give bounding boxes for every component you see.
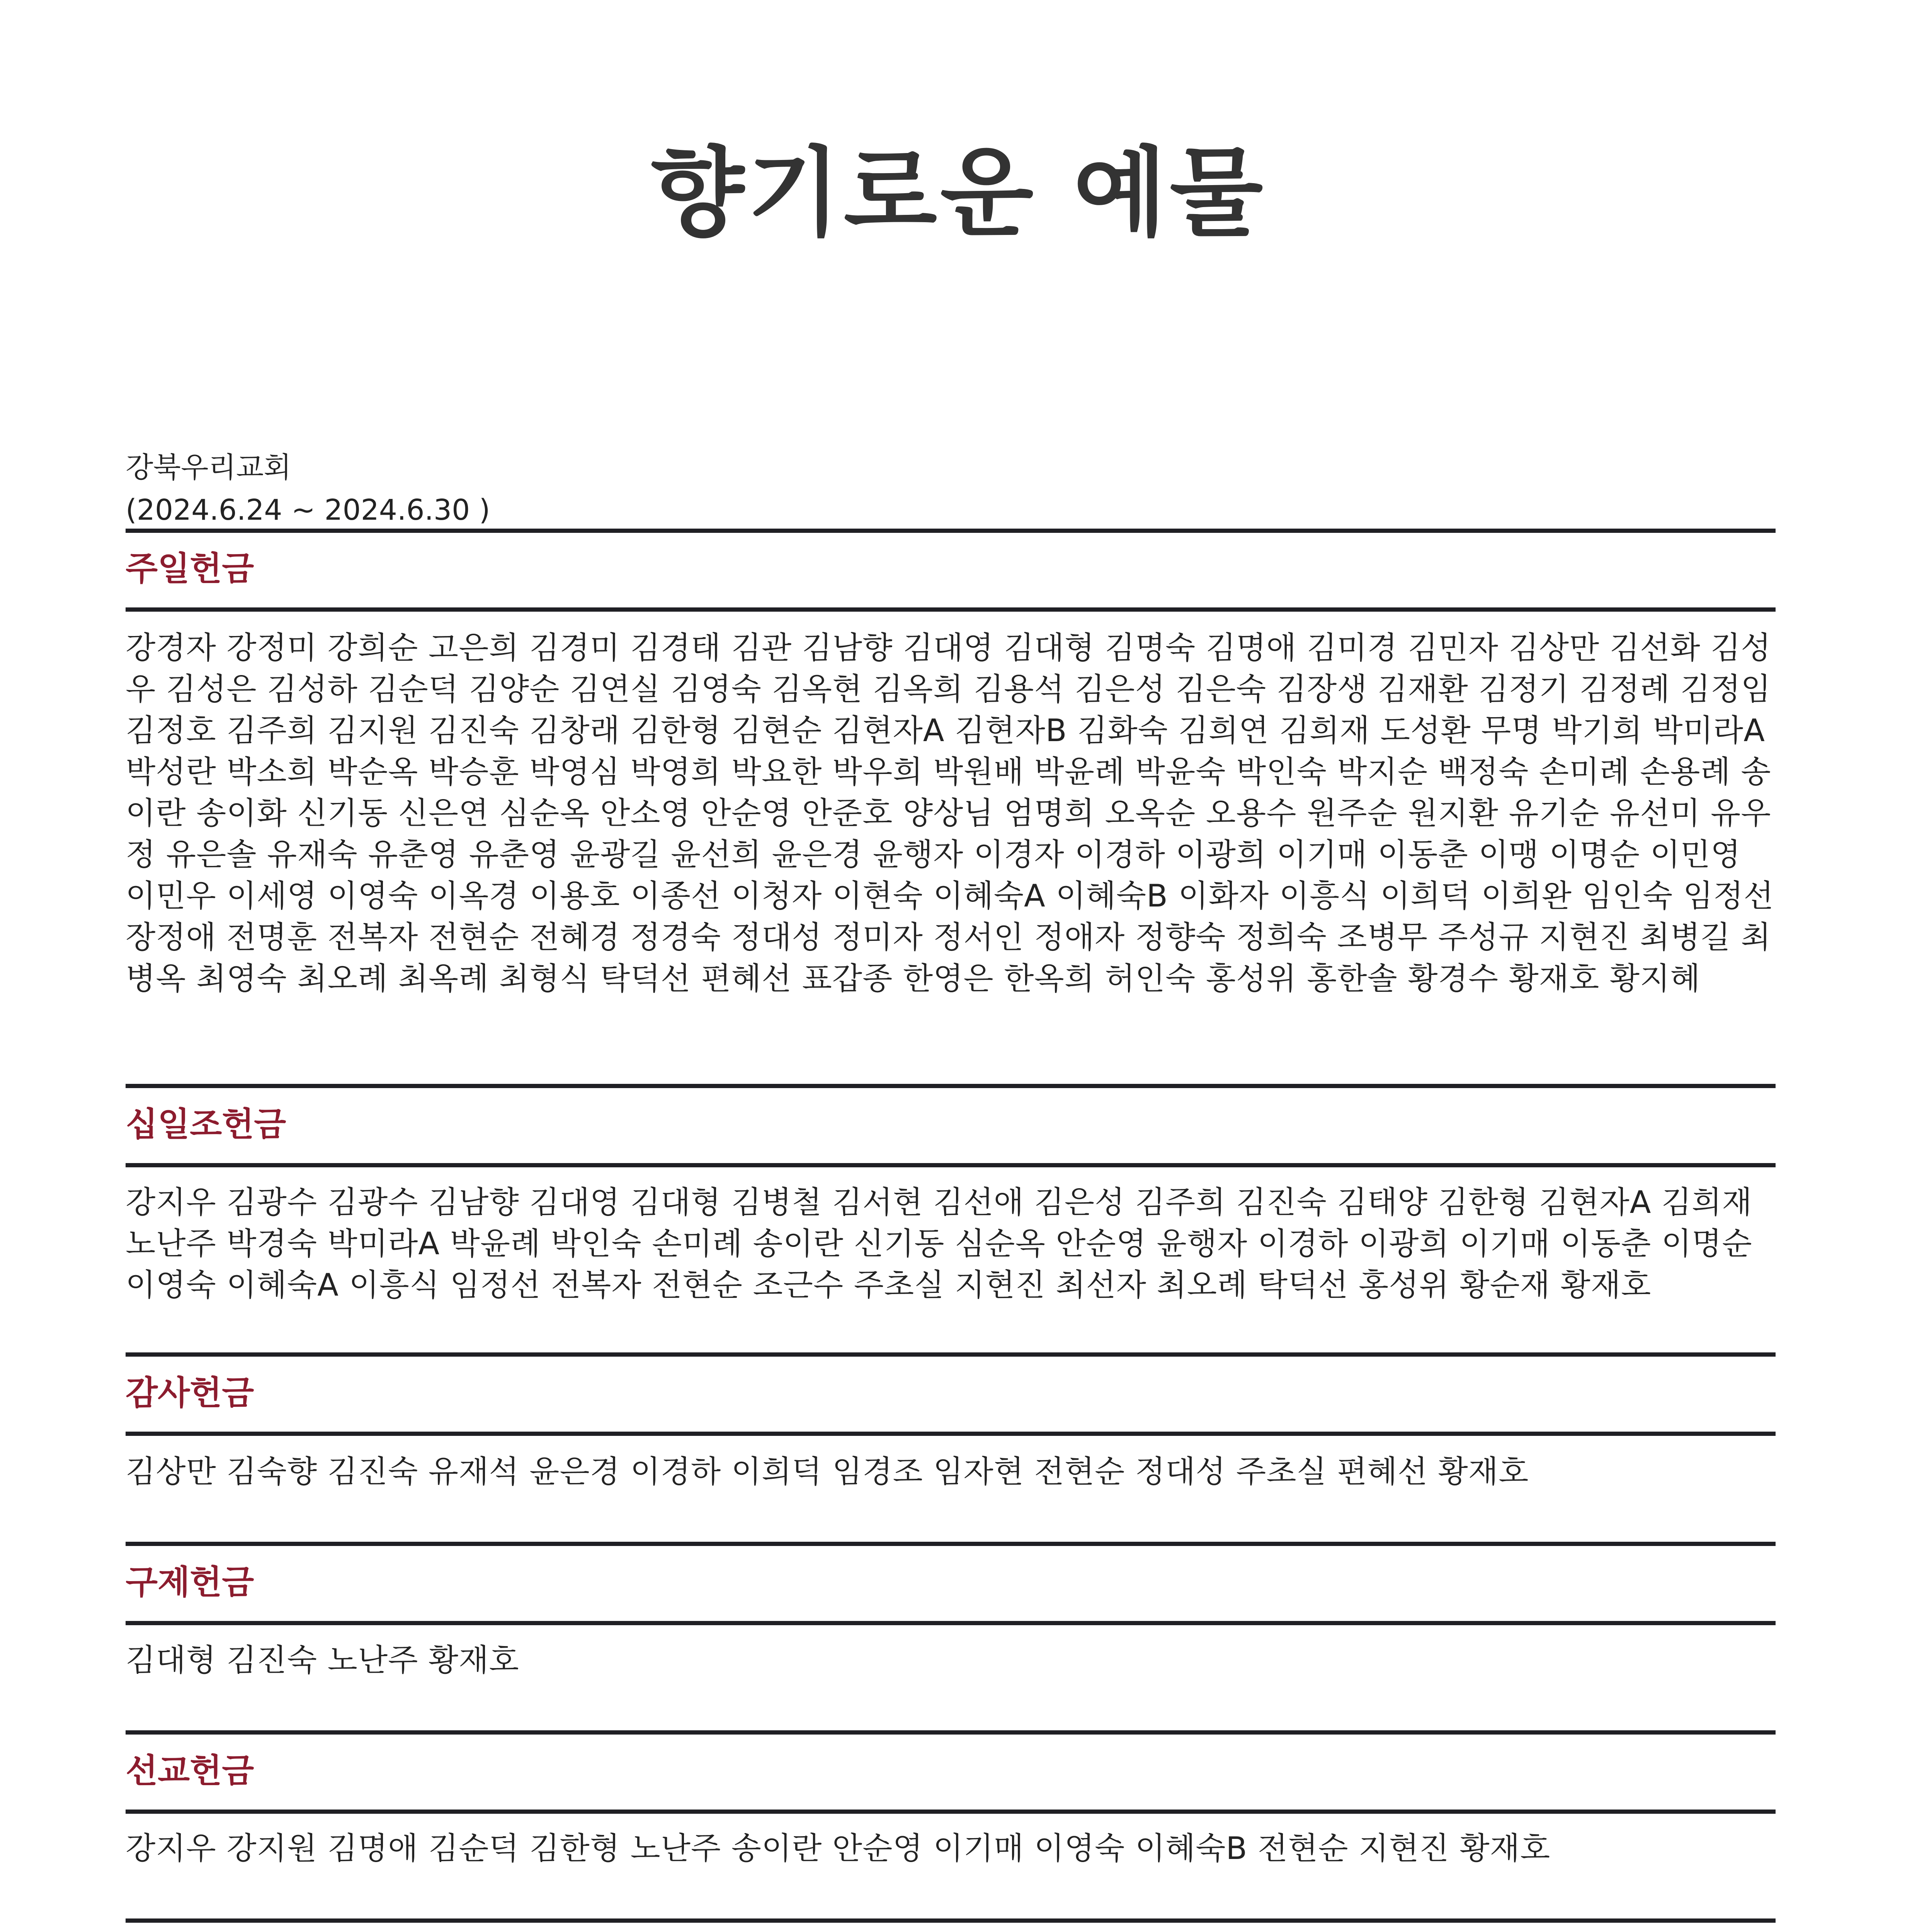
section-divider bbox=[126, 1730, 1776, 1735]
section-divider bbox=[126, 1352, 1776, 1357]
section-divider bbox=[126, 1163, 1776, 1167]
page-title: 향기로운 예물 bbox=[651, 137, 1266, 249]
section-divider bbox=[126, 1918, 1776, 1923]
donor-list-sunday-offering: 강경자 강정미 강희순 고은희 김경미 김경태 김관 김남향 김대영 김대형 김명숙 김명애 김미경 김민자 김상만 김선화 김성우 김성은 김성하 김순덕 김양순 김연실 김영숙 김옥현 김옥희 김용석 김은성 김은숙 김장생 김재환 김정기 김정례 김정임 김정호 김주희 김지원 김진숙 김창래 김한형 김현순 김현자A 김현자B 김화숙 김희연 김희재 도성환 무명 박기희 박미라A 박성란 박소희 박순옥 박승훈 박영심 박영희 박요한 박우희 박원배 박윤례 박윤숙 박인숙 박지순 백정숙 손미례 손용례 송이란 송이화 신기동 신은연 심순옥 안소영 안순영 안준호 양상님 엄명희 오옥순 오용수 원주순 원지환 유기순 유선미 유우정 유은솔 유재숙 유춘영 유춘영 윤광길 윤선희 윤은경 윤행자 이경자 이경하 이광희 이기매 이동춘 이맹 이명순 이민영 이민우 이세영 이영숙 이옥경 이용호 이종선 이청자 이현숙 이혜숙A 이혜숙B 이화자 이흥식 이희덕 이희완 임인숙 임정선 장정애 전명훈 전복자 전현순 전혜경 정경숙 정대성 정미자 정서인 정애자 정향숙 정희숙 조병무 주성규 지현진 최병길 최병옥 최영숙 최오례 최옥례 최형식 탁덕선 편혜선 표갑종 한영은 한옥희 허인숙 홍성위 홍한솔 황경수 황재호 황지혜 bbox=[126, 630, 1774, 997]
offering-period: (2024.6.24 ~ 2024.6.30 ) bbox=[126, 493, 490, 527]
section-title-thanksgiving-offering: 감사헌금 bbox=[126, 1374, 254, 1412]
section-title-tithe-offering: 십일조헌금 bbox=[126, 1105, 286, 1144]
section-divider bbox=[126, 1621, 1776, 1625]
donor-list-tithe-offering: 강지우 김광수 김광수 김남향 김대영 김대형 김병철 김서현 김선애 김은성 김주희 김진숙 김태양 김한형 김현자A 김희재 노난주 박경숙 박미라A 박윤례 박인숙 손미례 송이란 신기동 심순옥 안순영 윤행자 이경하 이광희 이기매 이동춘 이명순 이영숙 이혜숙A 이흥식 임정선 전복자 전현순 조근수 주초실 지현진 최선자 최오례 탁덕선 홍성위 황순재 황재호 bbox=[126, 1184, 1752, 1303]
church-name: 강북우리교회 bbox=[126, 451, 291, 484]
section-divider bbox=[126, 1542, 1776, 1546]
section-divider bbox=[126, 607, 1776, 612]
section-title-mission-offering: 선교헌금 bbox=[126, 1752, 254, 1790]
section-divider bbox=[126, 1432, 1776, 1436]
donor-list-thanksgiving-offering: 김상만 김숙향 김진숙 유재석 윤은경 이경하 이희덕 임경조 임자현 전현순 정대성 주초실 편혜선 황재호 bbox=[126, 1454, 1529, 1490]
church-info bbox=[126, 446, 490, 531]
section-divider bbox=[126, 1084, 1776, 1088]
donor-list-mission-offering: 강지우 강지원 김명애 김순덕 김한형 노난주 송이란 안순영 이기매 이영숙 이혜숙B 전현순 지현진 황재호 bbox=[126, 1830, 1551, 1866]
section-title-relief-offering: 구제헌금 bbox=[126, 1563, 254, 1602]
section-divider bbox=[126, 1810, 1776, 1814]
section-divider bbox=[126, 529, 1776, 533]
donor-list-relief-offering: 김대형 김진숙 노난주 황재호 bbox=[126, 1642, 519, 1678]
section-title-sunday-offering: 주일헌금 bbox=[126, 549, 254, 588]
